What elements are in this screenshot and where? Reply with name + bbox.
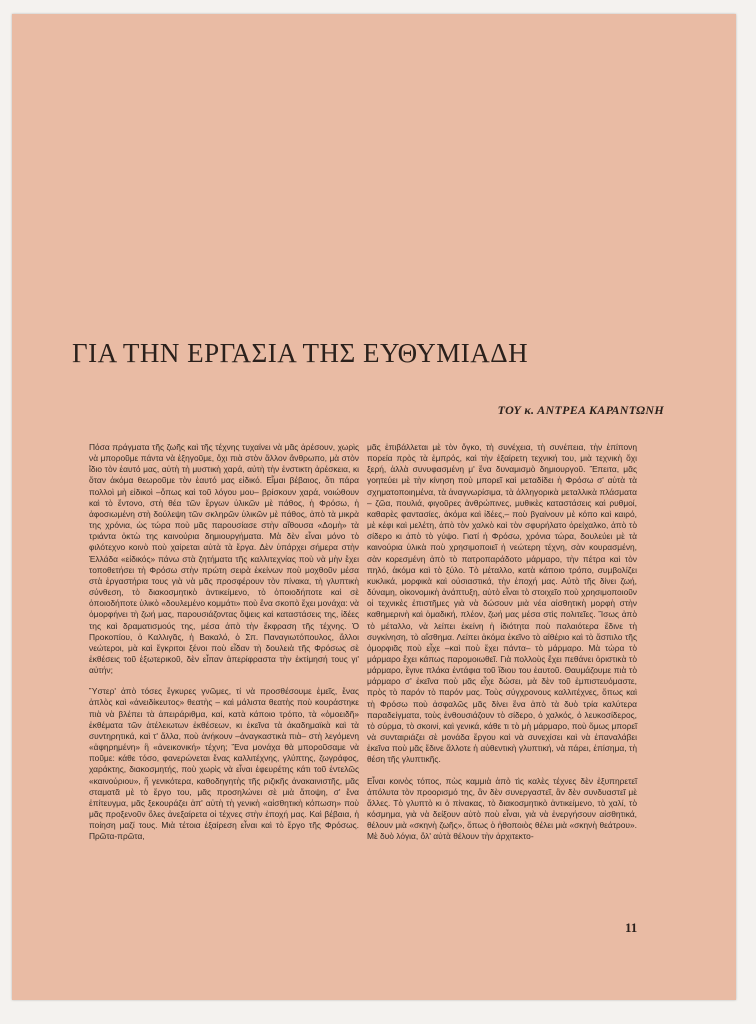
paragraph: Εἶναι κοινὸς τόπος, πὼς καμμιὰ ἀπὸ τὶς καλὲς τέχνες δὲν ἐξυπηρετεῖ ἀπόλυτα τὸν προορισμό της, ἂν δὲν συνεργαστεῖ, ἂν δὲν συνδυαστεῖ μὲ ἄλλες. Τὸ γλυπτὸ κι ὁ πίνακας, τὸ διακοσμητικὸ ἀντικείμενο, τὸ χαλί, τὸ κόσμημα, γιὰ νὰ δείξουν αὐτὸ ποὺ εἶναι, γιὰ νὰ ἐνεργήσουν αἰσθητικά, θέλουν μιὰ «σκηνὴ ζωῆς», ὅπως ὁ ἠθοποιὸς θέλει μιὰ «σκηνὴ θεάτρου». Μὲ δυὸ λόγια, ὅλ' αὐτὰ θέλουν τὴν ἀρχιτεκτο- (367, 775, 637, 842)
paragraph: Ὕστερ' ἀπὸ τόσες ἔγκυρες γνῶμες, τί νὰ προσθέσουμε ἐμεῖς, ἕνας ἁπλὸς καὶ «ἀνειδίκευτος» θεατὴς – καὶ μάλιστα θεατὴς ποὺ κουράστηκε πιὰ νὰ βλέπει τὰ ἀπειράριθμα, καί, κατὰ κάποιο τρόπο, τὰ «ὁμοειδῆ» ἐκθέματα τῶν ἀτέλειωτων ἐκθέσεων, κι ἐκεῖνα τὰ ἀκαδημαϊκὰ καὶ τὰ συντηρητικά, καὶ τ' ἄλλα, ποὺ ἀνήκουν –ἀναγκαστικὰ πιὰ– στὴ λεγόμενη «ἀφηρημένη» ἢ «ἀνεικονική» τέχνη; Ἕνα μονάχα θὰ μποροῦσαμε νὰ ποῦμε: κάθε τόσο, φανερώνεται ἕνας καλλιτέχνης, γλύπτης, ζωγράφος, χαράκτης, διακοσμητής, ποὺ χωρὶς νὰ εἶναι ἐφευρέτης κάτι τοῦ ἐντελῶς «καινούριου», ἤ γενικότερα, καθοδηγητὴς τῆς ριζικῆς ἀνακαινιστῆς, μᾶς σταματᾶ μὲ τὸ ἔργο του, μᾶς προσηλώνει σὲ μιὰ ἄποψη, σ' ἕνα ἐπίτευγμα, μᾶς ξεκουράζει ἀπ' αὐτὴ τὴ γενικὴ «αἰσθητικὴ κόπωση» ποὺ μᾶς προξενοῦν ὅλες ἀνεξαίρετα οἱ τέχνες στὴν ἐποχή μας. Καὶ βέβαια, ἡ ποίηση μαζί τους. Μιὰ τέτοια ἐξαίρεση εἶναι καὶ τὸ ἔργο τῆς Φρόσως. Πρῶτα-πρῶτα, (89, 686, 359, 842)
right-column (367, 442, 637, 852)
article-title: ΓΙΑ ΤΗΝ ΕΡΓΑΣΙΑ ΤΗΣ ΕΥΘΥΜΙΑΔΗ (72, 338, 529, 368)
page-number: 11 (625, 920, 638, 935)
paragraph: Πόσα πράγματα τῆς ζωῆς καὶ τῆς τέχνης τυχαίνει νὰ μᾶς ἀρέσουν, χωρὶς νὰ μποροῦμε πάντα νὰ ἐξηγοῦμε, ὄχι πιὰ στὸν ἄλλον ἄνθρωπο, μὰ στὸν ἴδιο τὸν ἑαυτό μας, αὐτὴ τὴ μυστικὴ χαρά, αὐτὴ τὴν ἐνστικτη ἀρέσκεια, κι ὅταν ἀκόμα θεωροῦμε τὸν ἑαυτό μας εἰδικό. Εἶμαι βέβαιος, ὅτι πάρα πολλοὶ μὴ εἰδικοὶ –ὅπως καὶ τοῦ λόγου μου– βρίσκουν χαρά, νοιώθουν καὶ τὸ ἔντονο, στὴ θέα τῶν ἔργων ὑλικῶν μὲ πάθος, ἡ Φρόσω, ἡ ἀφοσιωμένη στὴ δούλεψη τῶν σκληρῶν ὑλικῶν μὲ πάθος, ἀπὸ τὰ μικρὰ της χρόνια, ὡς τώρα ποὺ μᾶς παρουσίασε στὴν αἴθουσα «Δομὴ» τὰ τριάντα ὀκτὼ της καινούρια δημιουργήματα. Μὰ δὲν εἶναι μόνο τὸ φιλότεχνο κοινὸ ποὺ χαίρεται αὐτὰ τὰ ἔργα. Δὲν ὑπάρχει σήμερα στὴν Ἑλλάδα «εἰδικός» πάνω στὰ ζητήματα τῆς καλλιτεχνίας ποὺ νὰ μὴν ἔχει τοποθετήσει τὴ Φρόσω στὴν πρώτη σειρὰ ἐκείνων ποὺ μοχθοῦν μέσα στὰ ἐργαστήρια τους γιὰ νὰ μᾶς προσφέρουν τὸν πίνακα, τὴ γλυπτικὴ σύνθεση, τὸ διακοσμητικὸ ἀντικείμενο, τὸ ὁποιοδήποτε καὶ σὲ ὁποιοδήποτε ὑλικὸ «δουλεμένο κομμάτι» ποὺ ἕνα σκοπὸ ἔχει μονάχα: νὰ ὀμορφήνει τὴ ζωή μας, παρουσιάζοντας ὄψεις καὶ καταστάσεις της, ἰδέες της καὶ δραματισμούς της, μέσα ἀπὸ τὴν ἔκφραση τῆς τέχνης. Ὁ Προκοπίου, ὁ Καλλιγᾶς, ἡ Βακαλό, ὁ Σπ. Παναγιωτόπουλος, ἄλλοι νεώτεροι, μὰ καὶ ἔγκριτοι ξένοι ποὺ εἶδαν τὴ δουλειὰ τῆς Φρόσως σὲ ἐκθέσεις τοῦ ἐξωτερικοῦ, δὲν εἶπαν ἀπερίφραστα τὴν ἐκτίμησή τους γι' αὐτήν; (89, 442, 359, 676)
magazine-page (12, 14, 736, 1000)
paragraph: μᾶς ἐπιβάλλεται μὲ τὸν ὄγκο, τὴ συνέχεια, τὴ συνέπεια, τὴν ἐπίπονη πορεία πρὸς τὰ ἐμπρός, καὶ τὴν ἐξαίρετη τεχνική του, μιὰ τεχνικὴ ὄχι ξερή, ἀλλὰ συνυφασμένη μ' ἕνα δυναμισμὸ δημιουργοῦ. Ἔπειτα, μᾶς γοητεύει μὲ τὴν κίνηση ποὺ μπορεῖ καὶ μεταδίδει ἡ Φρόσω σ' αὐτὰ τὰ σχηματοποιημένα, τὰ ἀναγνωρίσιμα, τὰ ἀλληγορικὰ μεταλλικὰ πλάσματα – ζῶα, πουλιά, φιγοῦρες ἀνθρώπινες, μυθικὲς καταστάσεις καὶ ρυθμοί, καθαρὲς φαντασίες, ἀκόμα καὶ ἰδέες,– ποὺ βγαίνουν μὲ κόπο καὶ καιρό, μὲ κέφι καὶ μελέτη, ἀπὸ τὸν χαλκὸ καὶ τὸν σφυρήλατο ὀρείχαλκο, ἀπὸ τὸ σίδερο κι ἀπὸ τὸ γύψο. Γιατί ἡ Φρόσω, χρόνια τώρα, δουλεύει μὲ τὰ καινούρια ὑλικὰ ποὺ χρησιμοποιεῖ ἡ νεώτερη τέχνη, σὰν κουρασμένη, σὰν κορεσμένη ἀπὸ τὸ πατροπαράδοτο μάρμαρο, τὴν πέτρα καὶ τὸν πηλό, ἀκόμα καὶ τὸ ξύλο. Τὸ μέταλλο, κατὰ κάποιο τρόπο, συμβολίζει κυκλικά, μορφικὰ καὶ οὐσιαστικά, τὴν ἐποχή μας. Αὐτὸ τῆς δίνει ζωή, δύναμη, οἰκονομικὴ ἀνάπτυξη, αὐτὸ εἶναι τὸ στοιχεῖο ποὺ χρησιμοποιοῦν οἱ τεχνικὲς ἐπιστῆμες γιὰ νὰ δώσουν μιὰ νέα αἰσθητικὴ μορφὴ στὴν καθημερινὴ καὶ ὁμαδική, πλέον, ζωή μας μέσα στὶς πολιτεῖες. Ἴσως ἀπὸ τὸ μέταλλο, νὰ λείπει ἐκείνη ἡ ἰδιότητα ποὺ παλαιότερα ἔδινε τὴ συγκίνηση, τὸ αἴσθημα. Λείπει ἀκόμα ἐκεῖνο τὸ αἰθέριο καὶ τὸ ἄσπιλο τῆς ὀμορφιᾶς ποὺ εἶχε –καὶ ποὺ ἔχει πάντα– τὸ μάρμαρο. Μὰ τώρα τὸ μάρμαρο ἔχει κάπως παρομοιωθεῖ. Γιὰ πολλοὺς ἔχει πεθάνει ὁριστικὰ τὸ μάρμαρο, ἔγινε πλάκα ἐντάφια τοῦ ἴδιου του ἑαυτοῦ. Θαυμάζουμε πιὰ τὸ μάρμαρο σ' ἐκεῖνα ποὺ μᾶς εἶχε δώσει, μὰ δὲν τοῦ ἐμπιστευόμαστε, πρὸς τὸ παρόν τὸ παρόν μας. Τοὺς σύγχρονους καλλιτέχνες, ὅπως καὶ τὴ Φρόσω ποὺ ἀσφαλῶς μᾶς δίνει ἕνα ἀπὸ τὰ δυὸ τρία καλύτερα παραδείγματα, τοὺς ἐνθουσιάζουν τὸ σίδερο, ὁ χαλκός, ὁ λευκοσίδερος, τὸ σύρμα, τὸ σκοινί, καὶ γενικά, κάθε τι τὸ μὴ μάρμαρο, ποὺ ὅμως μπορεῖ νὰ συνταιριάζει σὲ μονάδα ἔργου καὶ νὰ συνεχίσει καὶ νὰ ἐπαναλάβει ἐκεῖνα ποὺ μᾶς ἔδινε ἄλλοτε ἡ αὐθεντικὴ γλυπτική, νὰ πάρει, ἐπίσημα, τὴ θέση τῆς γλυπτικῆς. (367, 442, 637, 765)
article-byline: ΤΟΥ κ. ΑΝΤΡΕΑ ΚΑΡΑΝΤΩΝΗ (497, 403, 664, 417)
left-column (89, 442, 359, 852)
